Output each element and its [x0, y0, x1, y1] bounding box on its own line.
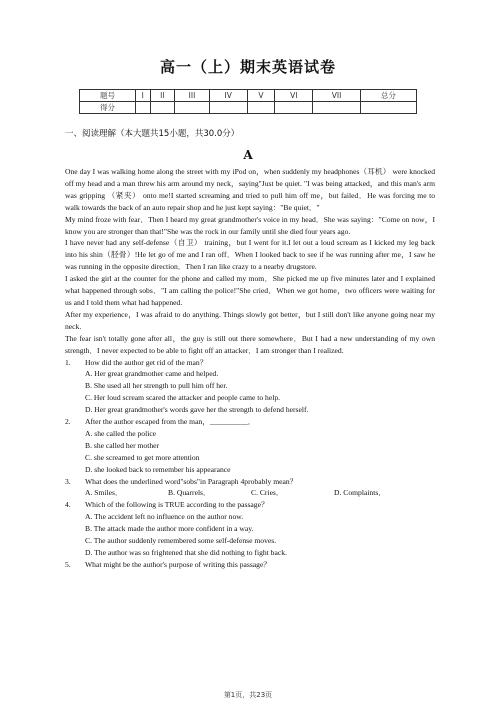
question [65, 476, 435, 488]
page-footer: 第1页，共23页 [223, 691, 273, 699]
question-number: 2. [65, 417, 71, 427]
question [65, 416, 435, 428]
score-cell: VI [275, 90, 313, 102]
question [65, 559, 435, 571]
section-heading: 一、阅读理解（本大题共15小题，共30.0分） [65, 129, 240, 139]
score-cell: I [136, 90, 151, 102]
answer-option: D. The author was so frightened that she did nothing to fight back. [85, 548, 287, 557]
score-cell [247, 102, 275, 114]
answer-option: A. Smiles． [85, 488, 123, 498]
answer-options-row [85, 487, 435, 499]
answer-option: D. Complaints． [334, 488, 386, 498]
answer-option: A. The accident left no influence on the author now. [85, 512, 244, 522]
score-cell: II [150, 90, 175, 102]
score-cell [313, 102, 361, 114]
paragraph: I have never had any self-defense（自卫） training，but I went for it.I let out a loud scream as I kicked my leg back into his shin（胫骨）!He let go of me and I ran off．When I looked back to see if he was running after me，I saw he was running in the opposite direction．Then I ran like crazy to a nearby drugstore. [65, 238, 435, 272]
score-cell: 总分 [361, 90, 417, 102]
score-cell [209, 102, 247, 114]
question-text: What does the underlined word"sobs"in Paragraph 4probably mean？ [85, 476, 298, 486]
score-cell [175, 102, 210, 114]
passage-body [65, 166, 435, 571]
answer-option: A. she called the police [85, 428, 157, 438]
answer-option: C. Her loud scream scared the attacker and people came to help. [85, 393, 281, 403]
score-cell: 题号 [80, 90, 136, 102]
answer-option: B. She used all her strength to pull him off her. [85, 381, 228, 391]
paragraph: My mind froze with fear．Then I heard my great grandmother's voice in my head．She was saying："Come on now，I know you are stronger than that!"She was the rock in our family until she died four years ago. [65, 214, 435, 236]
question-number: 5. [65, 559, 71, 569]
score-table [79, 89, 417, 114]
score-cell: 得分 [80, 102, 136, 114]
score-cell: III [175, 90, 210, 102]
answer-option: C. Cries． [251, 488, 284, 498]
score-cell: VII [313, 90, 361, 102]
score-cell [361, 102, 417, 114]
score-cell [150, 102, 175, 114]
paragraph: I asked the girl at the counter for the phone and called my mom．She picked me up five minutes later and I explained what happened through sobs．"I am calling the police!"She cried．When we got home，two officers were waiting for us and I told them what had happened. [65, 274, 435, 307]
answer-option: B. The attack made the author more confident in a way. [85, 524, 254, 534]
question-text: Which of the following is TRUE according to the passage？ [85, 500, 269, 510]
score-cell: IV [209, 90, 247, 102]
score-cell [275, 102, 313, 114]
score-table-header-row [80, 90, 417, 102]
answer-option: D. Her great grandmother's words gave her the strength to defend herself. [85, 405, 309, 415]
question-number: 1. [65, 357, 71, 367]
passage-letter: A [243, 148, 253, 162]
paragraph: The fear isn't totally gone after all，the guy is still out there somewhere．But I had a new understanding of my own strength．I never expected to be able to fight off an attacker．I am stronger than I realized. [65, 333, 435, 355]
question [65, 499, 435, 511]
score-cell: V [247, 90, 275, 102]
score-cell [136, 102, 151, 114]
question-text: After the author escaped from the man，__________． [85, 417, 256, 427]
question-number: 3. [65, 476, 71, 486]
paragraph: After my experience，I was afraid to do anything. Things slowly got better，but I still don't like anyone going near my neck. [65, 309, 435, 331]
page-title: 高一（上）期末英语试卷 [159, 58, 336, 76]
answer-option: A. Her great grandmother came and helped. [85, 369, 219, 379]
answer-option: D. she looked back to remember his appearance [85, 464, 231, 474]
answer-option: C. she screamed to get more attention [85, 452, 200, 462]
score-table-score-row [80, 102, 417, 114]
paragraph: One day I was walking home along the street with my iPod on，when suddenly my headphones（耳机） were knocked off my head and a man threw his arm around my neck，saying"Just be quiet. "I was being attacked，and this man's arm was gripping （紧夹） onto me!I started screaming and tried to pull him off me，but failed．He was forcing me to walk towards the back of an auto repair shop and he just kept saying："Be quiet．" [65, 167, 435, 212]
answer-option: B. she called her mother [85, 440, 160, 450]
answer-option: C. The author suddenly remembered some self-defense moves. [85, 536, 277, 546]
answer-option: B. Quarrels． [168, 488, 211, 498]
question-text: How did the author get rid of the man？ [85, 357, 208, 367]
question-number: 4. [65, 500, 71, 510]
question-text: What might be the author's purpose of writing this passage？ [85, 559, 271, 569]
question [65, 357, 435, 369]
